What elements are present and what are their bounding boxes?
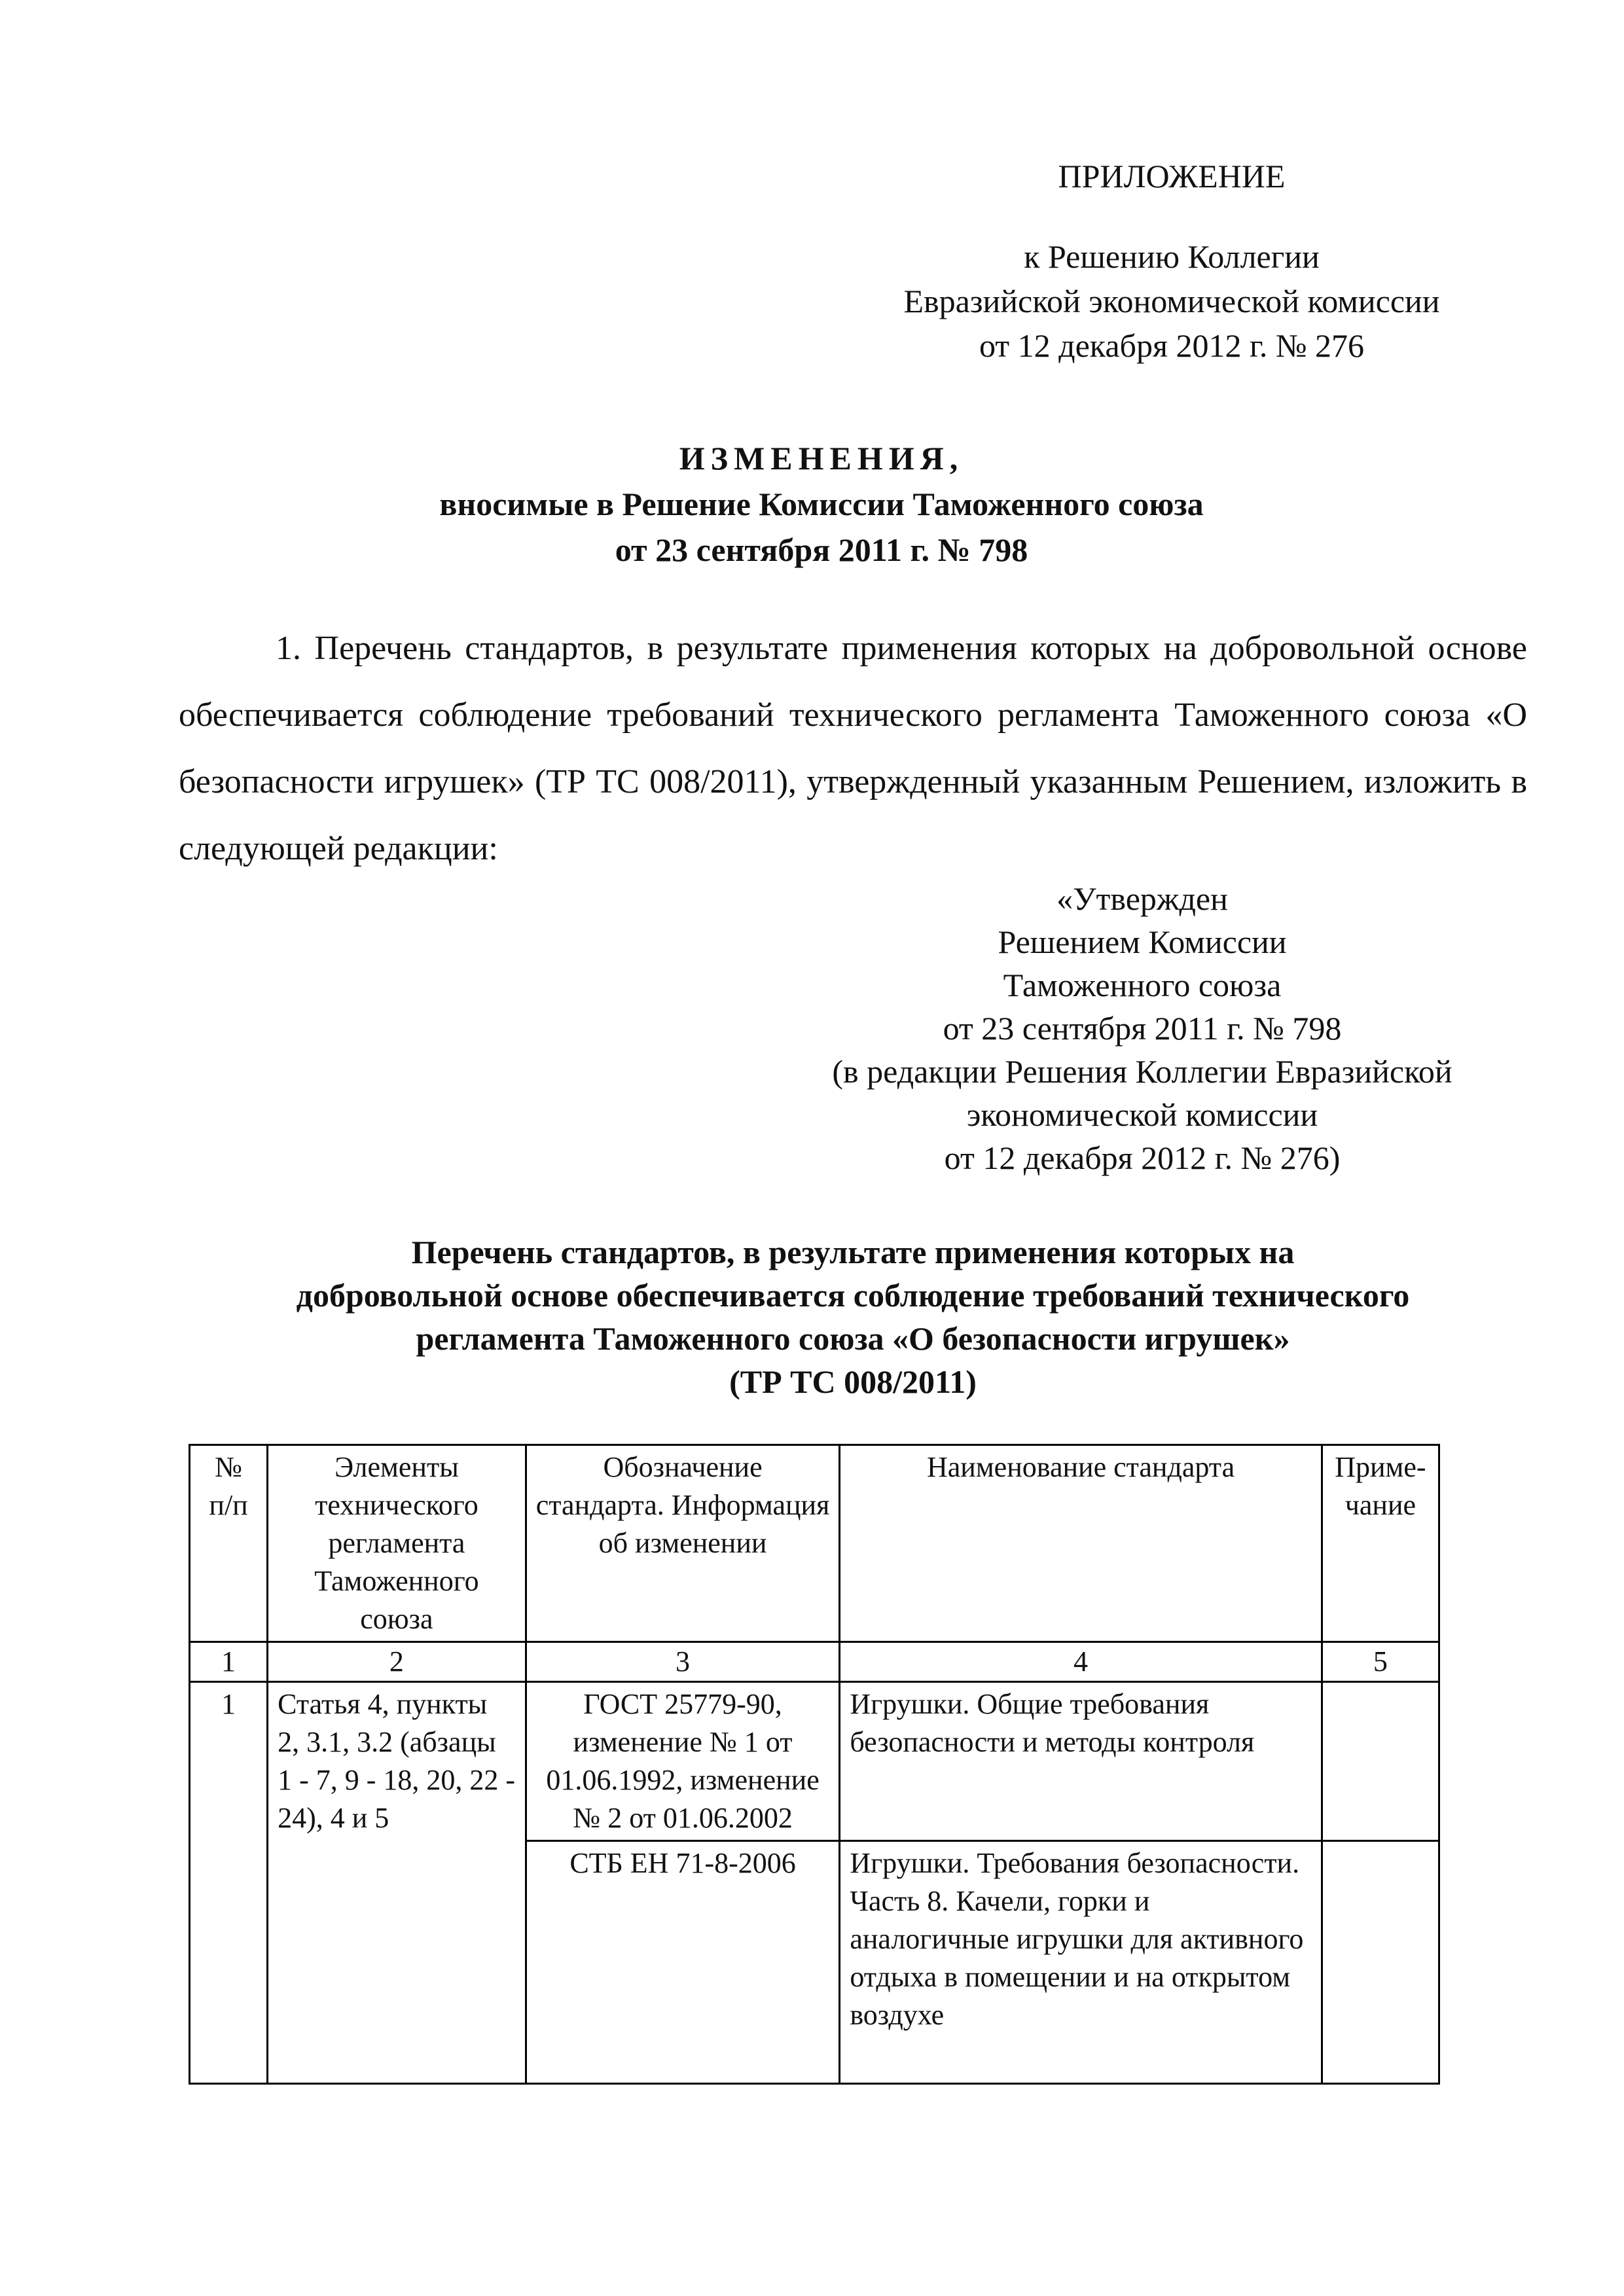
paragraph-1: 1. Перечень стандартов, в результате применения которых на добровольной основе обеспечивается соблюдение требований технического регламента Таможенного союза «О безопасности игрушек» (ТР ТС 008/2011), утвержденный указанным Решением, изложить в следующей редакции: [179,630,1527,867]
heading-line: от 23 сентября 2011 г. № 798 [615,531,1028,568]
approval-line: экономической комиссии [966,1096,1318,1133]
column-number: 1 [190,1642,268,1682]
list-title-line: (ТР ТС 008/2011) [729,1363,977,1400]
header-cell-number: № п/п [190,1445,268,1642]
approval-line: «Утвержден [1056,880,1228,917]
standard-designation: СТБ ЕН 71-8-2006 [526,1841,840,2084]
annex-line: к Решению Коллегии [1024,238,1320,275]
list-title [179,1230,1527,1403]
header-cell-elements: Элементы технического регламента Таможенного союза [268,1445,526,1642]
approval-line: (в редакции Решения Коллегии Евразийской [832,1053,1453,1090]
header-cell-designation: Обозначение стандарта. Информация об изменении [526,1445,840,1642]
header-cell-name: Наименование стандарта [840,1445,1322,1642]
standard-designation: ГОСТ 25779-90, изменение № 1 от 01.06.1992, изменение № 2 от 01.06.2002 [526,1682,840,1841]
column-number: 4 [840,1642,1322,1682]
row-number: 1 [190,1682,268,2084]
standard-note [1322,1682,1439,1841]
list-title-line: регламента Таможенного союза «О безопасности игрушек» [416,1320,1290,1357]
heading-line: вносимые в Решение Комиссии Таможенного союза [439,486,1204,522]
table-row [190,1682,1439,1841]
column-number: 2 [268,1642,526,1682]
annex-block [812,154,1532,368]
standard-note [1322,1841,1439,2084]
approval-block [766,877,1519,1179]
row-element: Статья 4, пункты 2, 3.1, 3.2 (абзацы 1 - 7, 9 - 18, 20, 22 - 24), 4 и 5 [268,1682,526,2084]
annex-line: Евразийской экономической комиссии [903,283,1440,319]
standards-table [189,1444,1440,2085]
approval-line: от 23 сентября 2011 г. № 798 [943,1010,1342,1047]
list-title-line: Перечень стандартов, в результате применения которых на [411,1234,1295,1270]
standard-name: Игрушки. Общие требования безопасности и методы контроля [840,1682,1322,1841]
changes-heading [183,435,1460,573]
approval-line: от 12 декабря 2012 г. № 276) [944,1139,1341,1176]
header-cell-note: Приме-чание [1322,1445,1439,1642]
approval-line: Решением Комиссии [998,924,1287,960]
table-header-row [190,1445,1439,1642]
column-number: 3 [526,1642,840,1682]
list-title-line: добровольной основе обеспечивается соблюдение требований технического [296,1277,1410,1314]
column-number-row [190,1642,1439,1682]
annex-line: от 12 декабря 2012 г. № 276 [979,327,1365,364]
column-number: 5 [1322,1642,1439,1682]
heading-word: ИЗМЕНЕНИЯ, [679,440,964,476]
approval-line: Таможенного союза [1003,967,1282,1003]
annex-title: ПРИЛОЖЕНИЕ [1058,158,1286,194]
standard-name: Игрушки. Требования безопасности. Часть 8. Качели, горки и аналогичные игрушки для активного отдыха в помещении и на открытом воздухе [840,1841,1322,2084]
